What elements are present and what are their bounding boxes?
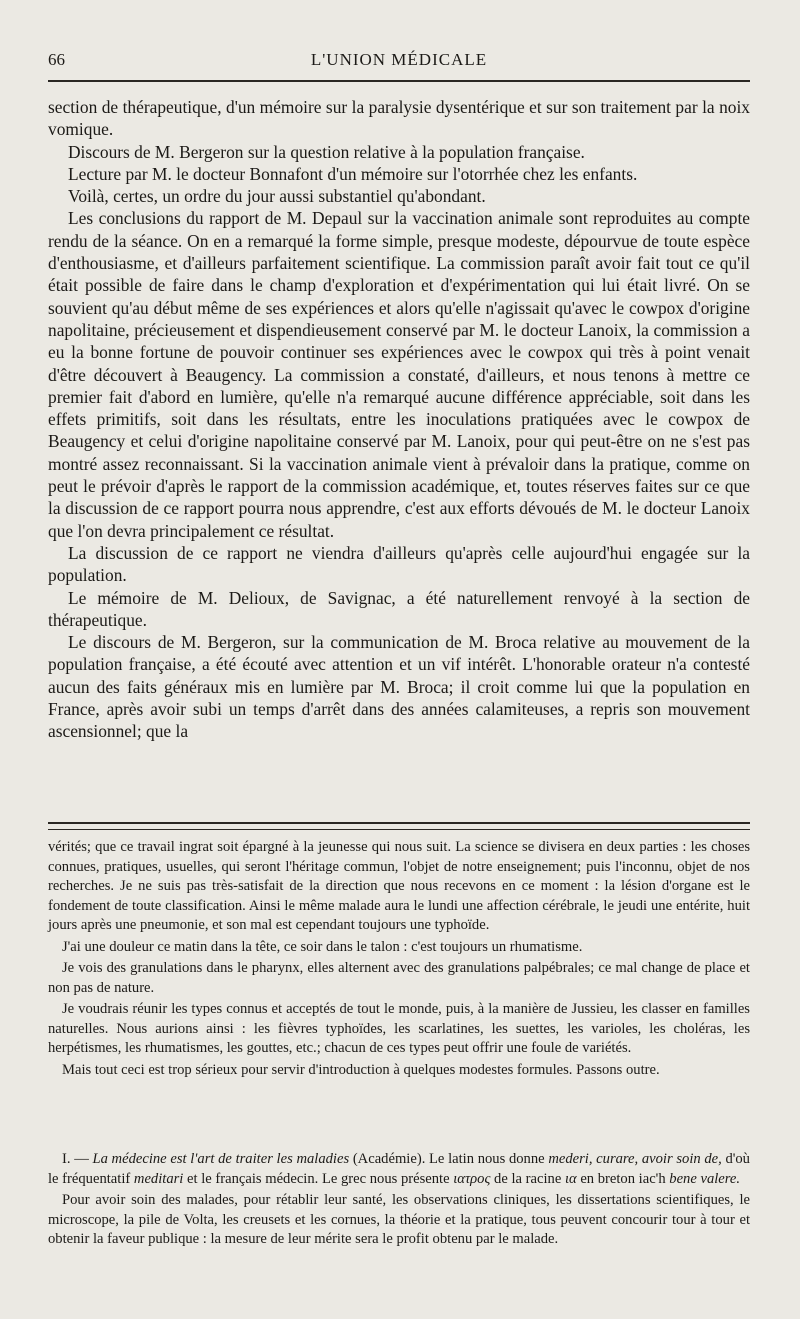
note-greek: ιατρος [453,1170,491,1187]
main-text [48,96,750,743]
paragraph: La discussion de ce rapport ne viendra d'ailleurs qu'après celle aujourd'hui engagée sur la population. [48,542,750,586]
note-text: de la racine [490,1170,565,1187]
paragraph: Lecture par M. le docteur Bonnafont d'un mémoire sur l'otorrhée chez les enfants. [68,163,638,184]
feuilleton-separator [48,822,750,830]
paragraph: Le discours de M. Bergeron, sur la communication de M. Broca relative au mouvement de la population française, a été écouté avec attention et un vif intérêt. L'honorable orateur n'a contesté aucun des faits généraux mis en lumière par M. Broca; il croit comme lui que la population en France, après avoir subi un temps d'arrêt dans des années calamiteuses, a repris son mouvement ascensionnel; que la [48,632,750,742]
paragraph: Je voudrais réunir les types connus et acceptés de tout le monde, puis, à la manière de Jussieu, les classer en familles naturelles. Nous aurions ainsi : les fièvres typhoïdes, les scarlatines, les suettes, les varioles, les choléras, les herpétismes, les rhumatismes, les gouttes, etc.; chacun de ces types peut offrir une foule de variétés. [48,1001,750,1056]
running-header [48,50,750,76]
notes [48,1150,750,1252]
header-rule [48,80,750,82]
note-title: La médecine est l'art de traiter les maladies [92,1151,350,1167]
paragraph: Discours de M. Bergeron sur la question relative à la population française. [68,141,585,162]
note-text: et le français médecin. Le grec nous présente [183,1170,454,1187]
note-text: en breton iac'h [576,1170,670,1187]
running-title: L'UNION MÉDICALE [310,50,488,69]
paragraph: vérités; que ce travail ingrat soit épargné à la jeunesse qui nous suit. La science se divisera en deux parties : les choses connues, pratiques, usuelles, qui seront l'héritage commun, l'objet de notre enseignement; puis l'inconnu, objet de nos recherches. Je ne suis pas très-satisfait de la direction que nous recevons en ce moment : la lésion d'organe est le fondement de toute classification. Ainsi le même malade aura le lundi une affection cérébrale, le jeudi une entérite, huit jours après une pneumonie, et son mal est cependant toujours une typhoïde. [48,839,750,933]
paragraph: Le mémoire de M. Delioux, de Savignac, a été naturellement renvoyé à la section de thérapeutique. [48,587,750,630]
note-greek: ια [564,1170,577,1187]
note-lead: I. — [62,1151,93,1167]
paragraph: Les conclusions du rapport de M. Depaul sur la vaccination animale sont reproduites au compte rendu de la séance. On en a remarqué la forme simple, presque modeste, dépourvue de toute espèce d'enthousiasme, et d'ailleurs parfaitement scientifique. La commission paraît avoir fait tout ce qu'il était possible de faire dans le champ d'exploration et d'expérimentation qui lui était livré. On se souvient qu'au début même de ses expériences et alors qu'elle n'agissait qu'avec le cowpox d'origine napolitaine, précieusement et dispendieusement conservé par M. le docteur Lanoix, la commission a eu la bonne fortune de pouvoir continuer ses expériences avec le cowpox qui très à point venait d'être découvert à Beaugency. La commission a constaté, d'ailleurs, et nous tenons à mettre ce premier fait d'abord en lumière, qu'elle n'a remarqué aucune différence appréciable, soit dans les effets primitifs, soit dans les résultats, entre les inoculations pratiquées avec le cowpox de Beaugency et celui d'origine napolitaine conservé par M. Lanoix, pour qui peut-être on ne s'est pas montré assez reconnaissant. Si la vaccination animale vient à prévaloir dans la pratique, comme on peut le prévoir d'après le rapport de la commission académique, et, toutes réserves faites sur ce que la discussion de ce rapport pourra nous apprendre, c'est aux efforts dévoués de M. le docteur Lanoix que l'on devra principalement ce résultat. [48,208,750,541]
note-italic: mederi, curare, avoir soin de, [548,1151,722,1167]
note-text: (Académie). Le latin nous donne [349,1151,549,1167]
paragraph: Je vois des granulations dans le pharynx, elles alternent avec des granulations palpébrales; ce mal change de place et non pas de nature. [48,960,750,996]
note-italic: bene valere. [669,1170,741,1187]
page-number: 66 [48,50,65,69]
note-text: d'où le fréquentatif [48,1151,750,1187]
paragraph: J'ai une douleur ce matin dans la tête, ce soir dans le talon : c'est toujours un rhumatisme. [62,938,583,955]
paragraph: Mais tout ceci est trop sérieux pour servir d'introduction à quelques modestes formules. Passons outre. [62,1061,660,1078]
paragraph: Voilà, certes, un ordre du jour aussi substantiel qu'abondant. [68,186,486,207]
note-paragraph [48,1150,750,1189]
feuilleton-text [48,838,750,1082]
note-paragraph: Pour avoir soin des malades, pour rétablir leur santé, les observations cliniques, les dissertations scientifiques, le microscope, la pile de Volta, les creusets et les cornues, la théorie et la pratique, tous peuvent concourir tour à tour et obtenir la faveur publique : la mesure de leur mérite sera le profit obtenu par le malade. [48,1192,750,1247]
paragraph: section de thérapeutique, d'un mémoire sur la paralysie dysentérique et sur son traitement par la noix vomique. [48,97,750,140]
note-italic: meditari [133,1170,184,1187]
